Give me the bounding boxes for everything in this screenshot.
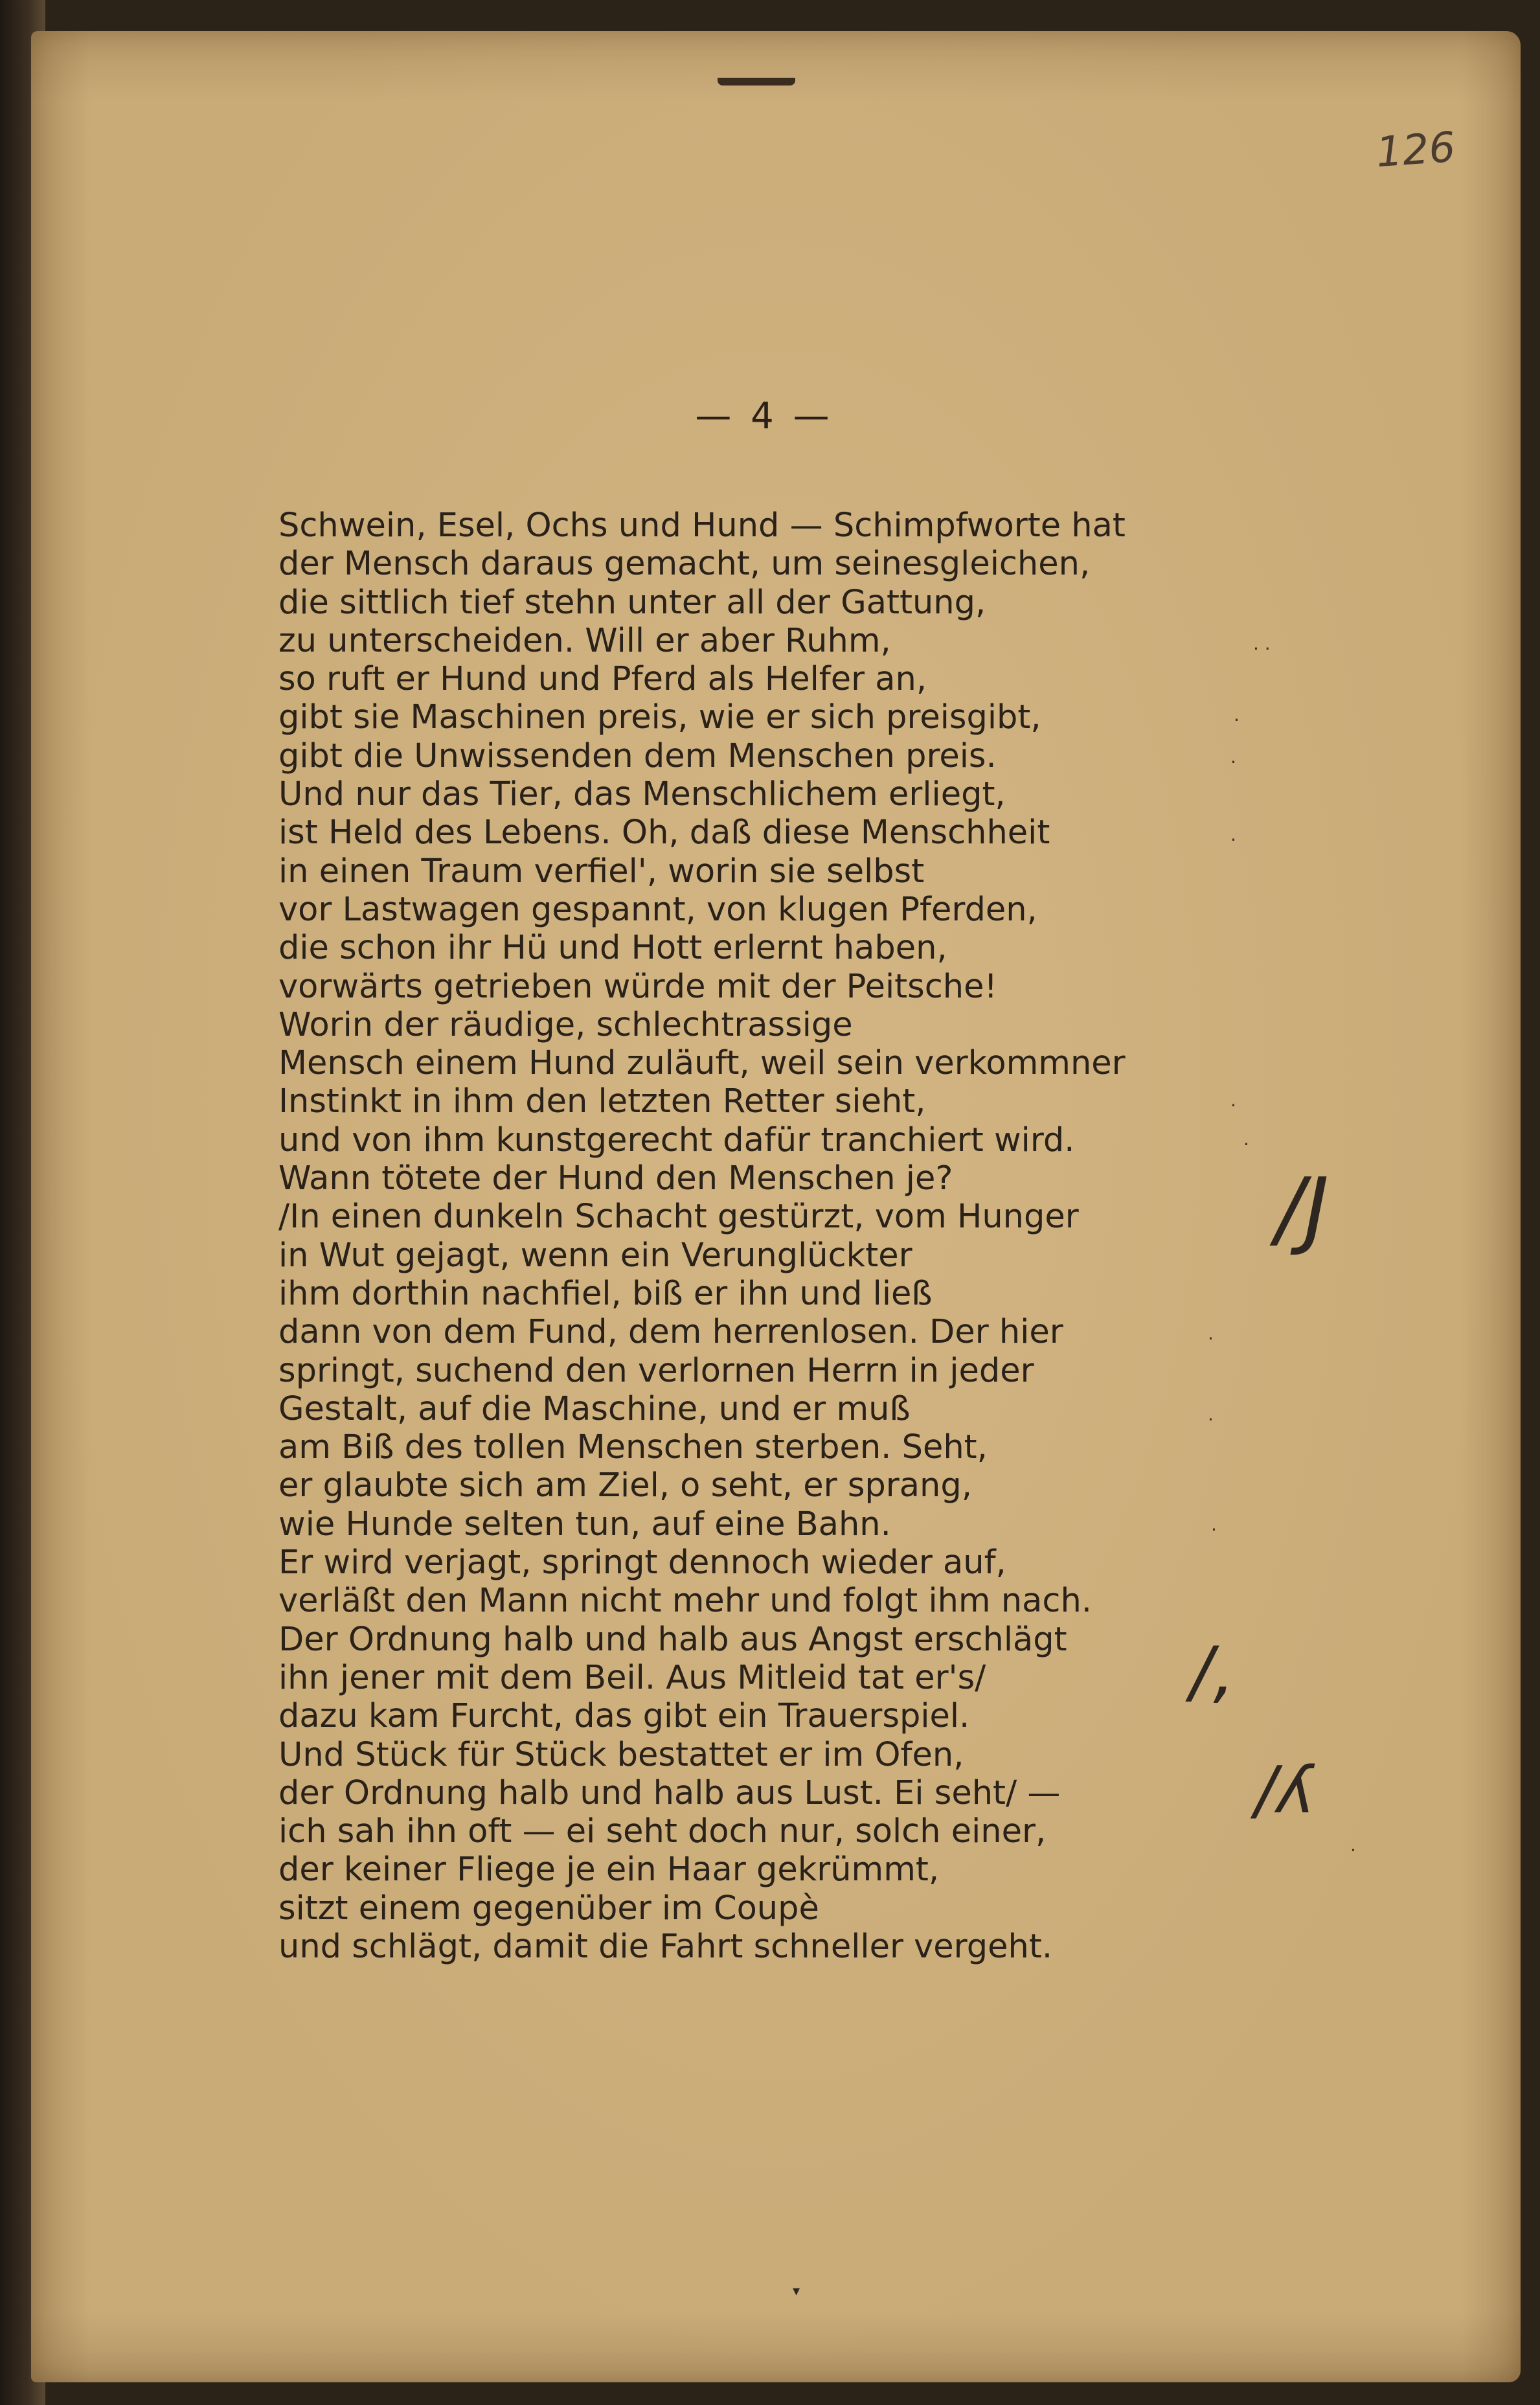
text-line: vor Lastwagen gespannt, von klugen Pferden, (278, 890, 1037, 929)
text-line: vorwärts getrieben würde mit der Peitsche! (278, 967, 997, 1006)
text-line: er glaubte sich am Ziel, o seht, er sprang, (278, 1466, 972, 1505)
text-line: Schwein, Esel, Ochs und Hund — Schimpfworte hat (278, 507, 1126, 545)
ink-speck: ▾ (793, 2283, 800, 2299)
page-number: — 4 — (695, 395, 833, 437)
text-line: und schlägt, damit die Fahrt schneller vergeht. (278, 1927, 1053, 1966)
text-line: zu unterscheiden. Will er aber Ruhm, (278, 621, 891, 660)
text-line: Mensch einem Hund zuläuft, weil sein verkommner (278, 1044, 1126, 1083)
text-line: am Biß des tollen Menschen sterben. Seht, (278, 1428, 988, 1467)
margin-mark: /J (1276, 1159, 1330, 1258)
text-line: ich sah ihn oft — ei seht doch nur, solch einer, (278, 1812, 1047, 1851)
text-line: in Wut gejagt, wenn ein Verunglückter (278, 1236, 912, 1275)
text-line: der Mensch daraus gemacht, um seinesgleichen, (278, 545, 1091, 584)
text-line: verläßt den Mann nicht mehr und folgt ihm nach. (278, 1582, 1092, 1621)
margin-dot: · (1211, 1519, 1217, 1540)
margin-dot: · (1208, 1409, 1214, 1430)
poem-text (278, 507, 1250, 1966)
margin-dot: · (1230, 1095, 1236, 1116)
text-line: /In einen dunkeln Schacht gestürzt, vom Hunger (278, 1198, 1079, 1237)
text-line: Wann tötete der Hund den Menschen je? (278, 1159, 953, 1198)
binding-mark (718, 78, 795, 85)
text-line: der Ordnung halb und halb aus Lust. Ei seht/ — (278, 1773, 1061, 1812)
text-line: die sittlich tief stehn unter all der Gattung, (278, 583, 986, 622)
text-line: und von ihm kunstgerecht dafür tranchiert wird. (278, 1121, 1075, 1159)
text-line: Und nur das Tier, das Menschlichem erliegt, (278, 775, 1006, 814)
text-line: die schon ihr Hü und Hott erlernt haben, (278, 929, 947, 968)
margin-dot: · (1350, 1840, 1356, 1861)
margin-dot: · (1230, 829, 1236, 850)
folio-number: 126 (1374, 123, 1457, 177)
text-line: so ruft er Hund und Pferd als Helfer an, (278, 660, 927, 699)
text-line: in einen Traum verfiel', worin sie selbst (278, 852, 925, 891)
text-line: wie Hunde selten tun, auf eine Bahn. (278, 1505, 891, 1544)
text-line: Er wird verjagt, springt dennoch wieder auf, (278, 1544, 1006, 1582)
margin-dot: · (1243, 1134, 1249, 1155)
text-line: springt, suchend den verlornen Herrn in jeder (278, 1351, 1034, 1390)
text-line: Der Ordnung halb und halb aus Angst erschlägt (278, 1620, 1067, 1659)
margin-dot: · · (1253, 638, 1271, 659)
text-line: Instinkt in ihm den letzten Retter sieht, (278, 1082, 926, 1121)
text-line: ihm dorthin nachfiel, biß er ihn und ließ (278, 1274, 933, 1313)
text-line: dann von dem Fund, dem herrenlosen. Der hier (278, 1313, 1063, 1352)
text-line: sitzt einem gegenüber im Coupè (278, 1889, 819, 1928)
text-line: gibt die Unwissenden dem Menschen preis. (278, 736, 997, 775)
text-line: Worin der räudige, schlechtrassige (278, 1005, 853, 1044)
text-line: Gestalt, auf die Maschine, und er muß (278, 1389, 911, 1428)
text-line: Und Stück für Stück bestattet er im Ofen, (278, 1735, 964, 1774)
margin-dot: · (1208, 1328, 1214, 1349)
text-line: ihn jener mit dem Beil. Aus Mitleid tat er's/ (278, 1658, 986, 1697)
text-line: ist Held des Lebens. Oh, daß diese Menschheit (278, 814, 1050, 852)
margin-dot: · (1234, 709, 1240, 731)
margin-mark: /, (1190, 1632, 1235, 1711)
text-line: gibt sie Maschinen preis, wie er sich preisgibt, (278, 698, 1041, 737)
margin-mark: /ʎ (1255, 1752, 1315, 1828)
margin-dot: · (1230, 751, 1236, 773)
text-line: dazu kam Furcht, das gibt ein Trauerspiel. (278, 1697, 970, 1736)
text-line: der keiner Fliege je ein Haar gekrümmt, (278, 1851, 940, 1889)
